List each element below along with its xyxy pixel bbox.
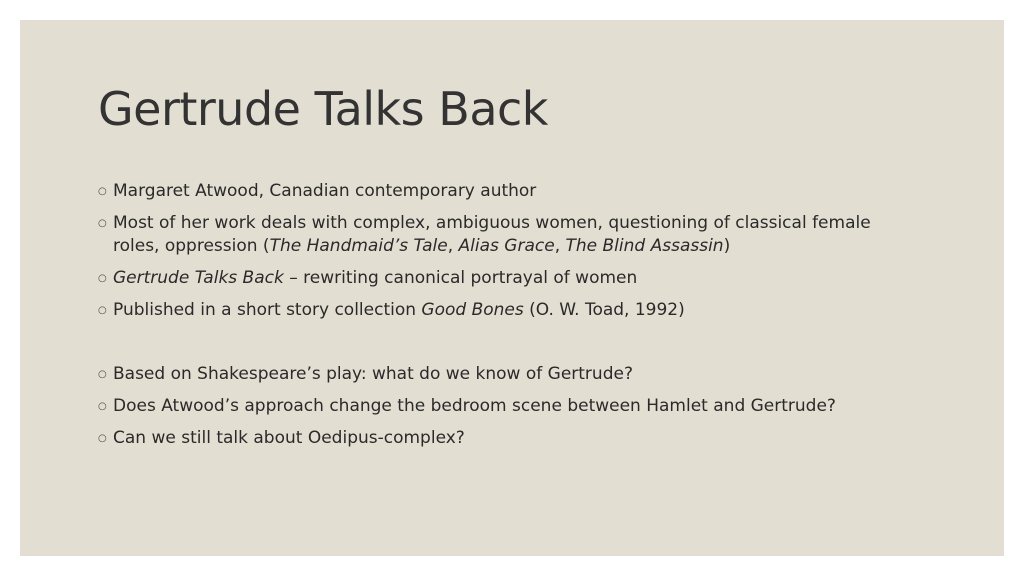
bullet-text: ,: [447, 236, 459, 256]
bullet-text: ,: [554, 236, 566, 256]
bullet-item: [98, 267, 898, 290]
bullet-circle-icon: ○: [98, 433, 107, 444]
bullet-circle-icon: ○: [98, 186, 107, 197]
bullet-text: Margaret Atwood, Canadian contemporary author: [113, 181, 537, 201]
bullet-text: ): [723, 236, 731, 256]
bullet-item: [98, 395, 898, 418]
bullet-item: [98, 427, 898, 450]
bullet-text: (O. W. Toad, 1992): [523, 300, 685, 320]
bullet-item: [98, 212, 898, 258]
slide-title: Gertrude Talks Back: [98, 82, 548, 136]
bullet-text: Based on Shakespeare’s play: what do we know of Gertrude?: [113, 364, 633, 384]
bullet-text: – rewriting canonical portrayal of women: [283, 268, 638, 288]
bullet-text: Can we still talk about Oedipus-complex?: [113, 428, 465, 448]
bullet-list: [98, 180, 898, 459]
bullet-circle-icon: ○: [98, 305, 107, 316]
bullet-circle-icon: ○: [98, 273, 107, 284]
book-title: Gertrude Talks Back: [113, 268, 284, 288]
bullet-text: Does Atwood’s approach change the bedroom scene between Hamlet and Gertrude?: [113, 396, 836, 416]
bullet-item: [98, 299, 898, 322]
bullet-item: [98, 180, 898, 203]
book-title: Alias Grace: [458, 236, 555, 256]
book-title: The Handmaid’s Tale: [269, 236, 448, 256]
bullet-circle-icon: ○: [98, 401, 107, 412]
book-title: Good Bones: [421, 300, 524, 320]
bullet-circle-icon: ○: [98, 369, 107, 380]
bullet-circle-icon: ○: [98, 218, 107, 229]
bullet-text: Published in a short story collection: [113, 300, 422, 320]
slide: [20, 20, 1004, 556]
book-title: The Blind Assassin: [565, 236, 724, 256]
bullet-text: Most of her work deals with complex, ambiguous women, questioning of classical female roles, oppression (: [113, 213, 871, 256]
bullet-item: [98, 363, 898, 386]
